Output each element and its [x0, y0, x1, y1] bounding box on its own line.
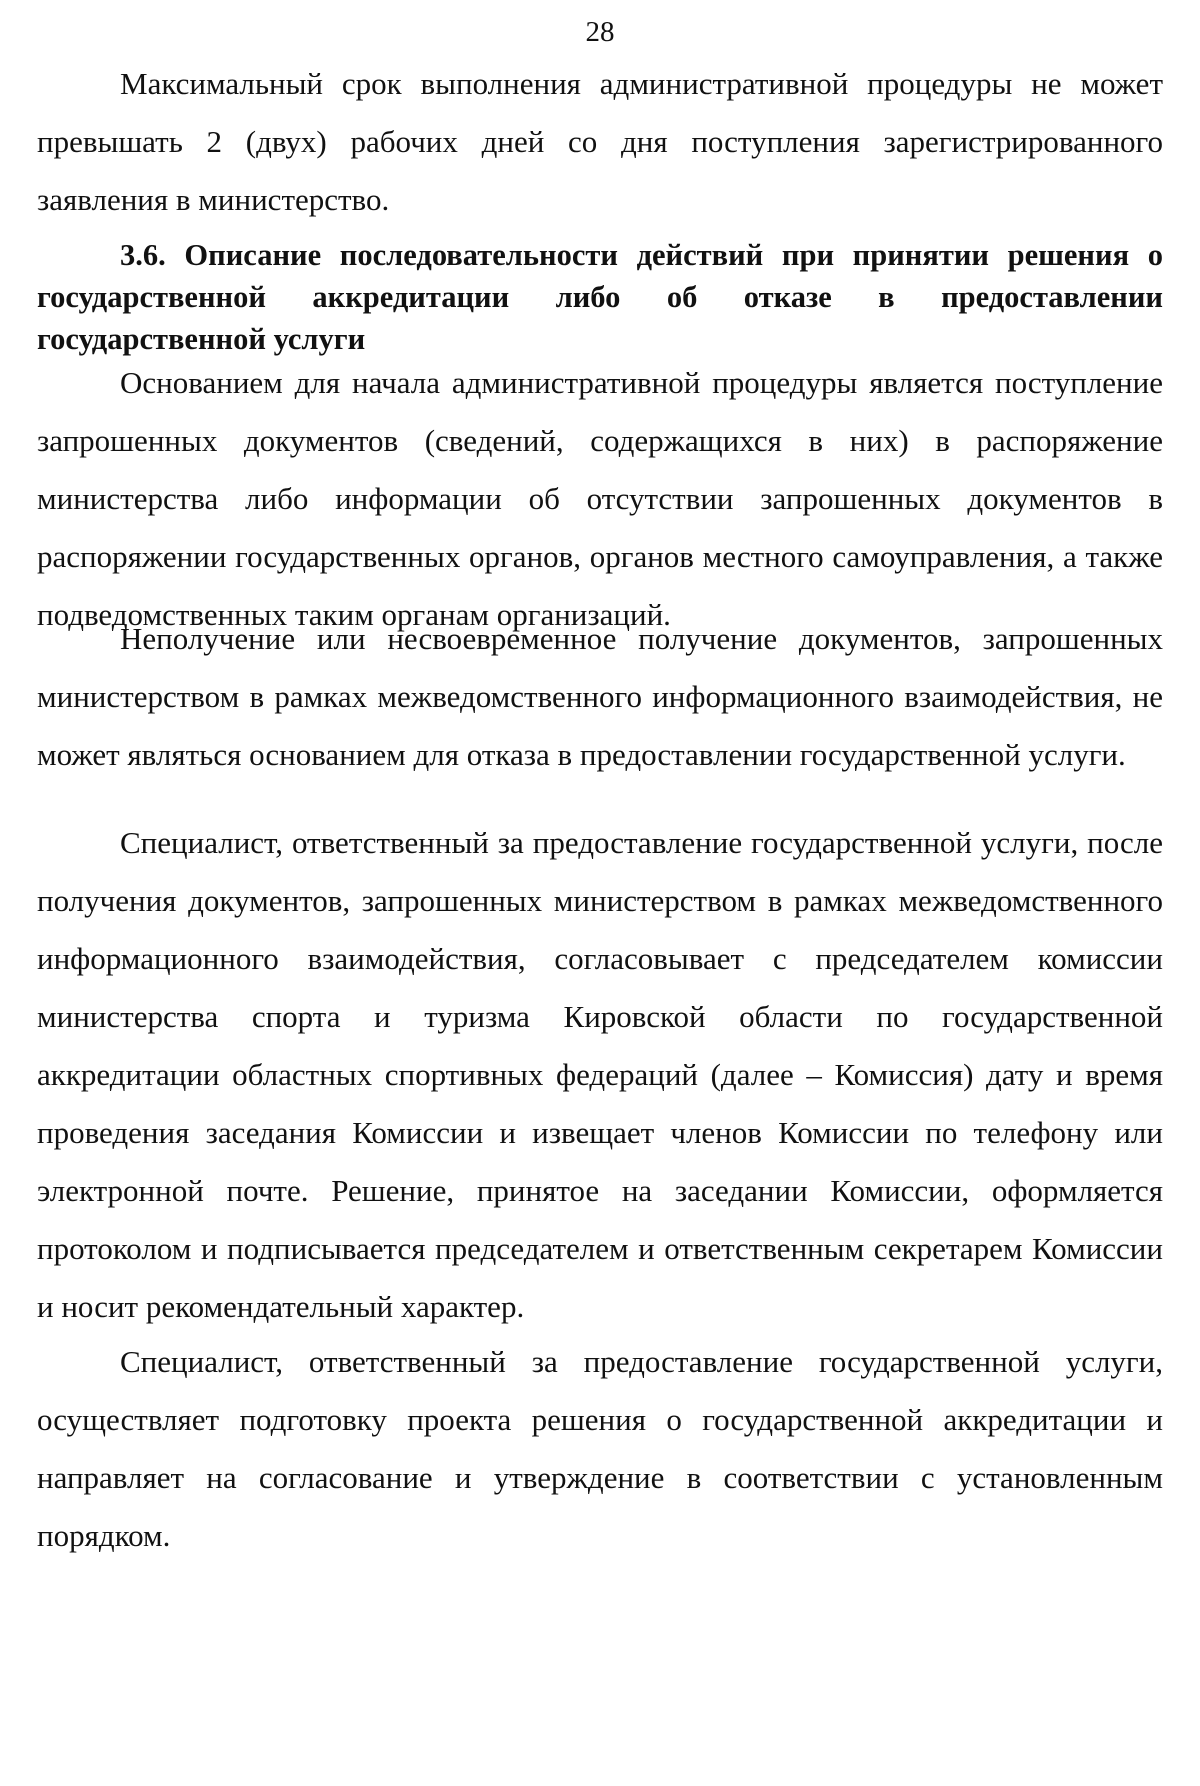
- section-heading-3-6: 3.6. Описание последовательности действий при принятии решения о государственной аккредитации либо об отказе в предоставлении государственной услуги: [37, 238, 1163, 356]
- page-number: 28: [585, 16, 615, 48]
- paragraph-non-receipt: Неполучение или несвоевременное получение документов, запрошенных министерством в рамках межведомственного информационного взаимодействия, не может являться основанием для отказа в предоставлении государственной услуги.: [37, 621, 1163, 772]
- paragraph-procedure-term: Максимальный срок выполнения административной процедуры не может превышать 2 (двух) рабочих дней со дня поступления зарегистрированного заявления в министерство.: [37, 66, 1163, 217]
- paragraph-draft-decision: Специалист, ответственный за предоставление государственной услуги, осуществляет подготовку проекта решения о государственной аккредитации и направляет на согласование и утверждение в соответствии с установленным порядком.: [37, 1344, 1163, 1553]
- paragraph-basis: Основанием для начала административной процедуры является поступление запрошенных документов (сведений, содержащихся в них) в распоряжение министерства либо информации об отсутствии запрошенных документов в распоряжении государственных органов, органов местного самоуправления, а также подведомственных таким органам организаций.: [37, 365, 1163, 632]
- paragraph-commission: Специалист, ответственный за предоставление государственной услуги, после получения документов, запрошенных министерством в рамках межведомственного информационного взаимодействия, согласовывает с председателем комиссии министерства спорта и туризма Кировской области по государственной аккредитации областных спортивных федераций (далее – Комиссия) дату и время проведения заседания Комиссии и извещает членов Комиссии по телефону или электронной почте. Решение, принятое на заседании Комиссии, оформляется протоколом и подписывается председателем и ответственным секретарем Комиссии и носит рекомендательный характер.: [37, 825, 1163, 1324]
